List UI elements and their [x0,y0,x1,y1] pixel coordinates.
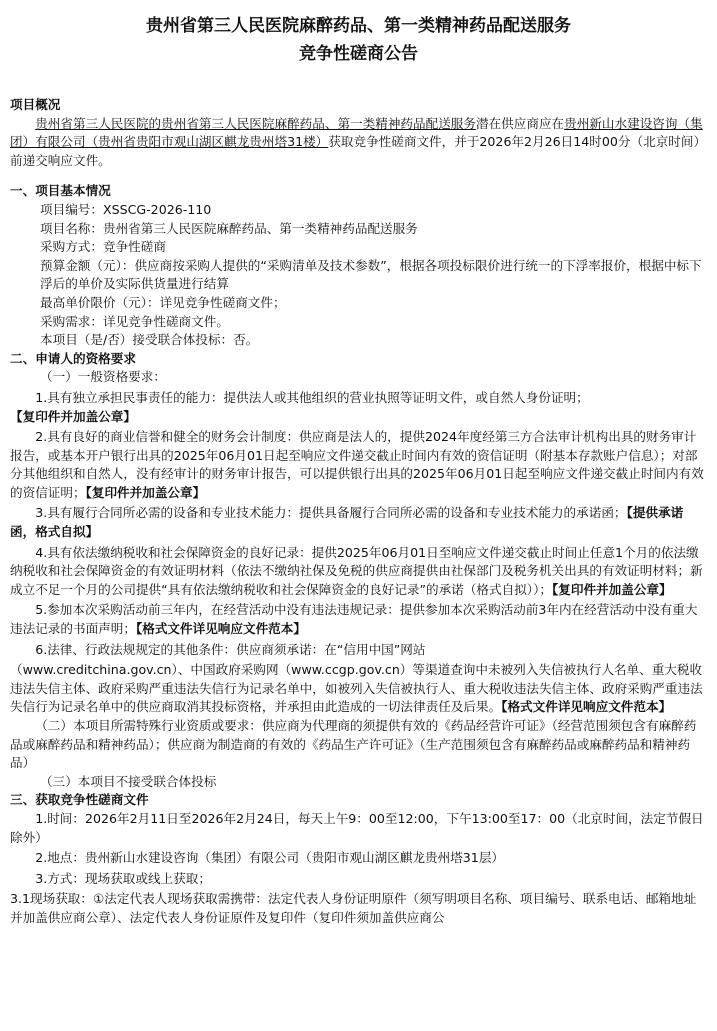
overview-text-2: 获取竞争性磋商文件，并于2026年2月26日14时00分（北京时间）前递交响应文件。 [10,134,707,168]
requirement-1-text: 1.具有独立承担民事责任的能力：提供法人或其他组织的营业执照等证明文件，或自然人身份证明； [35,389,589,405]
requirement-6-note: 【格式文件详见响应文件范本】 [501,699,672,715]
no-consortium-note: （三）本项目不接受联合体投标 [40,773,217,789]
requirement-6b [10,661,707,717]
general-requirements-heading: （一）一般资格要求： [40,369,166,385]
max-unit-price: 最高单价限价（元）：详见竞争性磋商文件； [40,294,286,310]
section-3-heading: 三、获取竞争性磋商文件 [10,792,149,808]
requirement-3-note: 【提供承诺函，格式自拟】 [10,505,684,540]
procurement-demand: 采购需求：详见竞争性磋商文件。 [40,313,229,329]
obtain-method: 3.方式：现场获取或线上获取； [35,870,211,886]
special-qualification: （二）本项目所需特殊行业资质或要求：供应商为代理商的须提供有效的《药品经营许可证》（经营范围须包含有麻醉药品或麻醉药品和精神药品）；供应商为制造商的有效的《药品生产许可证》（生产范围须包含有麻醉药品或麻醉药品和精神药品） [10,718,697,771]
obtain-time: 1.时间：2026年2月11日至2026年2月24日，每天上午9：00至12:00，下午13:00至17：00（北京时间，法定节假日除外） [10,810,704,845]
section-1-heading: 一、项目基本情况 [10,183,111,199]
requirement-4-text: 4.具有依法缴纳税收和社会保障资金的良好记录：提供2025年06月01日至响应文件递交截止时间止任意1个月的依法缴纳税收和社会保障资金的有效证明材料（依法不缴纳社保及免税的供应商提供由社保部门及税务机关出具的有效证明材料；新成立不足一个月的公司提供“具有依法缴纳税收和社会保障资金的良好记录”的承诺（格式自拟））； [10,544,703,597]
overview-heading: 项目概况 [10,97,61,112]
onsite-obtain: 3.1现场获取：①法定代表人现场获取需携带：法定代表人身份证明原件（须写明项目名称、项目编号、联系电话、邮箱地址并加盖供应商公章）、法定代表人身份证原件及复印件（复印件须加盖供应商公 [10,891,697,925]
requirement-1-note: 【复印件并加盖公章】 [10,408,136,424]
section-1-list [10,201,707,350]
requirement-6a: 6.法律、行政法规规定的其他条件：供应商须承诺：在“信用中国”网站 [35,641,426,657]
requirement-5-text: 5.参加本次采购活动前三年内，在经营活动中没有违法违规记录：提供参加本次采购活动前3年内在经营活动中没有重大违法记录的书面声明； [10,602,698,637]
page-title-line1: 贵州省第三人民医院麻醉药品、第一类精神药品配送服务 [146,16,571,36]
budget-amount: 预算金额（元）：供应商按采购人提供的“采购清单及技术参数”，根据各项投标限价进行统一的下浮率报价，根据中标下浮后的单价及实际供货量进行结算 [40,257,702,292]
requirement-3 [10,504,707,541]
requirement-2-text: 2.具有良好的商业信誉和健全的财务会计制度：供应商是法人的，提供2024年度经第三方合法审计机构出具的财务审计报告，或基本开户银行出具的2025年06月01日起至响应文件递交截止时间内有效的资信证明（附基本存款账户信息）；对部分其他组织和自然人，没有经审计的财务审计报告，可以提供银行出具的2025年06月01日起至响应文件递交截止时间内有效的资信证明； [10,429,704,500]
requirement-4-note: 【复印件并加盖公章】 [551,581,672,597]
requirement-5 [10,601,707,638]
procurement-method: 采购方式：竞争性磋商 [40,239,166,255]
requirement-2-note: 【复印件并加盖公章】 [85,484,206,500]
requirement-5-note: 【格式文件详见响应文件范本】 [135,621,306,637]
overview-text-1: 潜在供应商应在 [475,115,565,131]
section-2-heading: 二、申请人的资格要求 [10,350,136,366]
project-name: 项目名称：贵州省第三人民医院麻醉药品、第一类精神药品配送服务 [40,220,418,236]
requirement-6-text: （www.creditchina.gov.cn）、中国政府采购网（www.ccgp.gov.cn）等渠道查询中未被列入失信被执行人名单、重大税收违法失信主体、政府采购严重违法失信行为记录名单中，如被列入失信被执行人、重大税收违法失信主体、政府采购严重违法失信行为记录名单中的供应商取消其投标资格，并承担由此造成的一切法律责任及后果。 [10,662,703,715]
requirement-1 [10,389,707,426]
overview-project-link: 贵州省第三人民医院的贵州省第三人民医院麻醉药品、第一类精神药品配送服务 [35,115,476,131]
requirement-4 [10,544,707,600]
page-title-line2: 竞争性磋商公告 [299,44,418,64]
obtain-location: 2.地点：贵州新山水建设咨询（集团）有限公司（贵阳市观山湖区麒龙贵州塔31层） [35,850,505,866]
project-number: 项目编号：XSSCG-2026-110 [40,201,212,217]
overview-paragraph [10,115,707,171]
overview-agency-address: 贵州新山水建设咨询（集团）有限公司（贵州省贵阳市观山湖区麒龙贵州塔31楼） [10,115,703,150]
requirement-3-text: 3.具有履行合同所必需的设备和专业技术能力：提供具备履行合同所必需的设备和专业技术能力的承诺函； [35,505,627,521]
requirement-2 [10,428,707,502]
consortium-bid: 本项目（是/否）接受联合体投标：否。 [40,332,259,348]
